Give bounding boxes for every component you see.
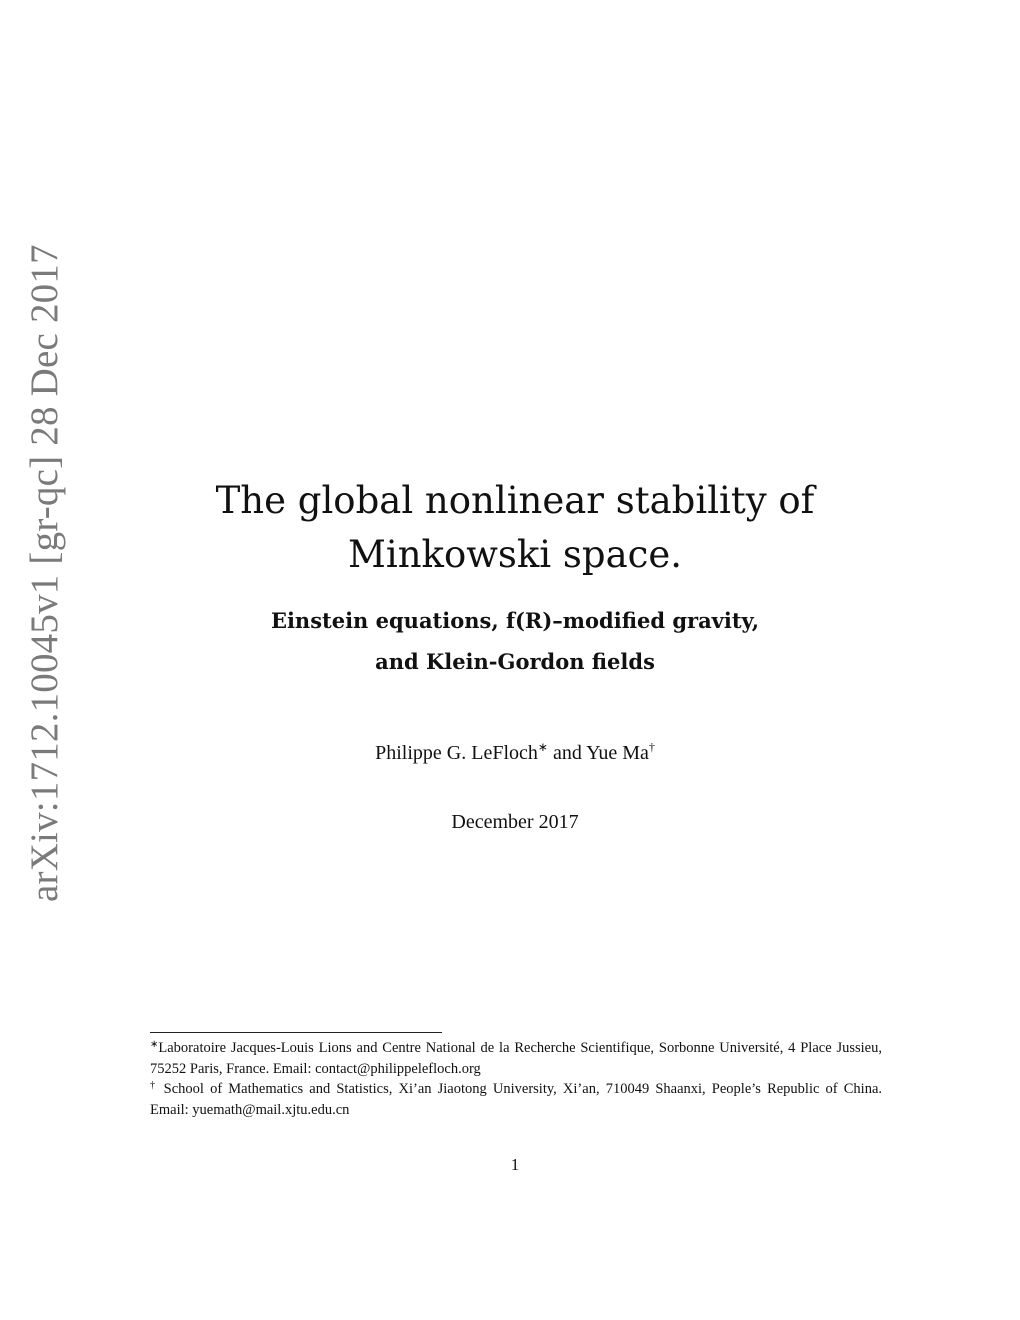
author-ma: Yue Ma bbox=[586, 742, 649, 764]
author-footnote-mark-1[interactable]: ∗ bbox=[537, 740, 548, 754]
footnote-mark: ∗ bbox=[150, 1039, 159, 1050]
page-number: 1 bbox=[510, 1155, 520, 1174]
footnote-affiliation-2 bbox=[150, 1079, 882, 1120]
title-line-2: Minkowski space. bbox=[347, 533, 683, 576]
paper-subtitle bbox=[110, 600, 920, 682]
subtitle-line-1: Einstein equations, f(R)–modified gravity, bbox=[270, 608, 760, 633]
footnote-mark: † bbox=[150, 1080, 158, 1091]
footnote-text: Laboratoire Jacques-Louis Lions and Centre National de la Recherche Scientifique, Sorbonne Université, 4 Place Jussieu, 75252 Paris, France. Email: contact@philippelefloch.org bbox=[150, 1040, 882, 1077]
arxiv-identifier-stamp: arXiv:1712.10045v1 [gr-qc] 28 Dec 2017 bbox=[23, 244, 66, 902]
subtitle-line-2: and Klein-Gordon fields bbox=[375, 649, 655, 674]
author-footnote-mark-2[interactable]: † bbox=[648, 740, 655, 754]
title-line-1: The global nonlinear stability of bbox=[215, 479, 815, 522]
footnote-affiliation-1 bbox=[150, 1038, 882, 1079]
footnotes bbox=[150, 1038, 882, 1120]
author-lefloch: Philippe G. LeFloch bbox=[375, 742, 538, 764]
footnote-text: School of Mathematics and Statistics, Xi’an Jiaotong University, Xi’an, 710049 Shaanxi, People’s Republic of China. Email: yuemath@mail.xjtu.edu.cn bbox=[150, 1081, 883, 1118]
publication-date: December 2017 bbox=[451, 811, 579, 833]
paper-title bbox=[110, 474, 920, 582]
author-conjunction: and bbox=[552, 742, 582, 764]
author-line bbox=[110, 740, 920, 766]
footnote-divider bbox=[150, 1032, 442, 1033]
